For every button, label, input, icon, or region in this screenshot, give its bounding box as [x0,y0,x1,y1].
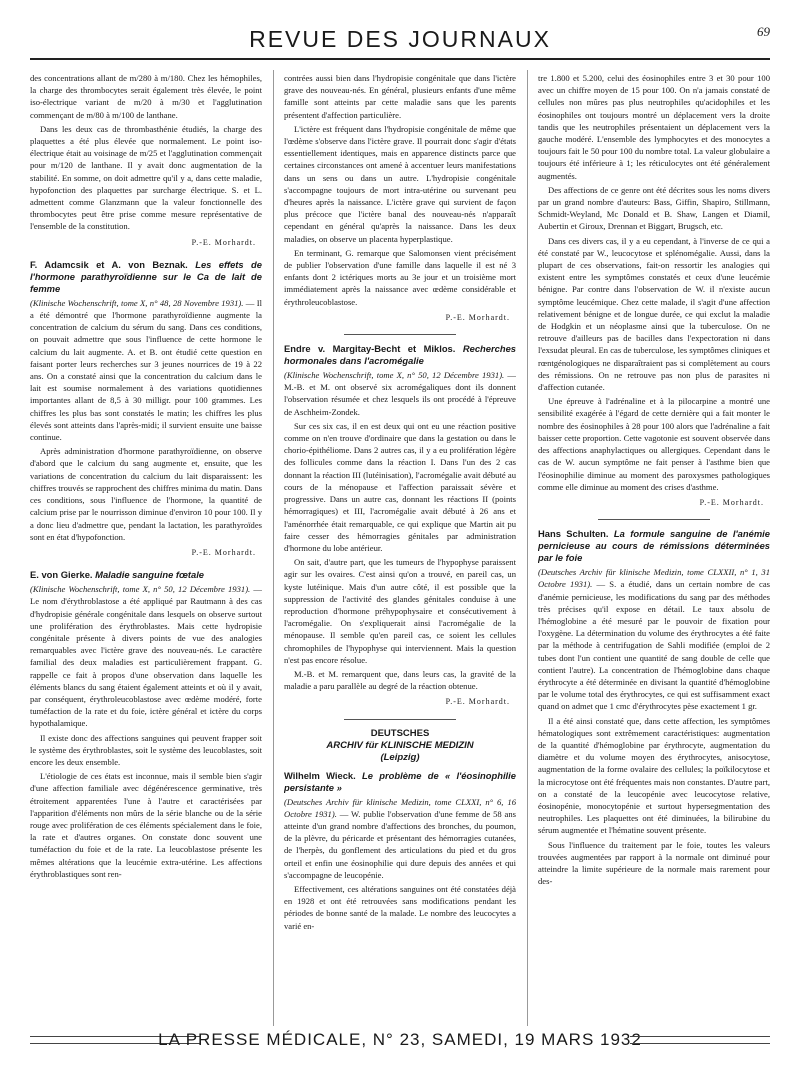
paragraph: Il existe donc des affections sanguines qui peuvent frapper soit le système des érythroblastes, soit le système des leucoblastes, soit encore les deux ensemble. [30,732,262,767]
column-2 [284,72,516,1022]
article-separator [598,519,710,520]
paragraph: Sous l'influence du traitement par le foie, toutes les valeurs trouvées augmentées par rapport à la normale ont diminué pour atteindre la limite supérieure de la normale mais rarement pour des- [538,839,770,887]
journal-section-title: REVUE DES JOURNAUX [249,26,551,52]
paragraph: — S. a étudié, dans un certain nombre de cas d'anémie pernicieuse, les modifications du sang par des méthodes très précises qu'il expose en détail. Le taux absolu de l'hémoglobine a été mesuré par le pouvoir de fixation pour l'oxygène. La détermination du volume des érythrocytes a été faite par la méthode à centrifugation de Sahli modifiée (emploi de 2 tubes dont l'un contient une quantité de sang double de celle que contient l'autre). La concentration de l'hémoglobine dans chaque érythrocyte a été déterminée en divisant la quantité d'hémoglobine par le volume total des érythrocytes, ce qui est suffisamment exact quand on admet que 1 cmc d'érythrocytes pèse exactement 1 gr. [538,579,770,712]
signature: P.-E. Morhardt. [445,312,510,322]
paragraph: — Le nom d'érythroblastose a été appliqué par Rautmann à des cas d'hydropisie générale congénitale dans lesquels on observe surtout une prolifération des érythroblastes. Mais cette hydropisie congénitale présente à divers points de vue des analogies remarquables avec l'ictère grave des nouveau-nés. Le caractère familial des deux maladies est particulièrement frappant. G. rappelle ce fait à propos d'une observation dans laquelle les éléments blancs du sang étaient également atteints et où il y avait, par conséquent, érythroleucoblastose avec œdème modéré, forte tuméfaction de la rate et du foie, ictère général et ictère du corps hypothalamique. [30,584,262,729]
article-title: La formule sanguine de l'anémie pernicieuse au cours de rémissions déterminées par le foie [538,528,770,564]
article-body [284,369,516,418]
article-body [30,297,262,443]
paragraph: Sur ces six cas, il en est deux qui ont eu une réaction positive comme on n'en trouve d'ordinaire que dans la gestation ou dans le chorio-épithéliome. Dans 2 autres cas, il y a eu prolifération légère des follicules comme dans la réaction I. Dans l'un des 2 cas donnant la réaction III (lutéinisation), l'acromégalie avait débuté au cours de la ménopause et l'affection paraissait sévère et progressive. Dans un autre cas, donnant les réactions II (points hémorragiques) et III, l'acromégalie avait débuté à 26 ans et l'aménorrhée était remarquable, ce qui explique que Martin ait pu faire cesser des hémorragies génitales par administration d'hormone du lobe antérieur. [284,420,516,553]
paragraph: L'étiologie de ces états est inconnue, mais il semble bien s'agir d'une affection familiale avec dégénérescence germinative, très étroitement apparentées l'une à l'autre et caractérisées par l'apparition d'éléments non mûrs de la série blanche ou de la série rouge avec prolifération de ces éléments spécialement dans le foie, la rate et d'autres organes. On constate donc souvent une tuméfaction du foie et de la rate. La leucoblastose présente les mêmes altérations que la leucémie extra-utérine. Les affections érythroblastiques sont ren- [30,771,262,879]
article-body [284,796,516,881]
journal-section-heading [284,728,516,764]
article-heading [538,528,770,564]
signature: P.-E. Morhardt. [191,547,256,557]
article-title: Maladie sanguine fœtale [95,569,205,581]
paragraph: contrées aussi bien dans l'hydropisie congénitale que dans l'ictère grave des nouveau-nés. En général, plusieurs enfants d'une même famille sont atteints par cette maladie sans que les parents présentent d'affection particulière. [284,73,516,120]
article-citation: (Klinische Wochenschrift, tome X, n° 50, 12 Décembre 1931). [284,370,505,381]
paragraph: Dans ces divers cas, il y a eu cependant, à l'inverse de ce qui a été constaté par W., leucocytose et splénomégalie. Aussi, dans la plupart de ces observations, fait-on ressortir les analogies qui existent entre les symptômes constatés et ceux d'une leucémie bénigne. Par contre dans l'observation de W. il n'existe aucun symptôme leucémique. Chez cette malade, il s'agit d'une affection relativement bénigne et de longue durée, ce qui exclut la maladie de Hodgkin et un néoplasme ainsi que la tuberculose. On ne retrouve d'ailleurs pas de bacilles dans l'expectoration ni dans l'exsudat pleural. En cas de tuberculose, les symptômes cliniques et rœntgénologiques ne disparaîtraient pas si complètement au cours des rémissions. On ne retrouve pas non plus de parasites ni d'affection cutanée. [538,235,770,393]
section-heading-line: (Leipzig) [380,751,420,763]
paragraph: Il a été ainsi constaté que, dans cette affection, les symptômes hématologiques sont extrêmement caractéristiques: augmentation de la quantité d'hémoglobine par érythrocyte, augmentation du diamètre et du volume moyen des érythrocytes, anisocytose, augmentation de la forme ovalaire des cellules; la poïkilocytose et la microcytose ont été fréquentes mais non constantes. D'autre part, on a constaté de la leucopénie avec leucocytose relative, éosinopénie, monocytopénie et surtout hypersegmentation des neutrophiles. Les plaquettes ont été diminuées, la bilirubine du sérum augmentée et l'hématine souvent présente. [538,715,770,836]
article-body [30,583,262,729]
paragraph: En terminant, G. remarque que Salomonsen vient précisément de publier l'observation d'une famille dans laquelle il est né 3 enfants dont 2 ictériques morts au 3e jour et un troisième mort immédiatement après la naissance avec œdème considérable et érythroleucoblastose. [284,247,516,307]
footer-text: LA PRESSE MÉDICALE, N° 23, SAMEDI, 19 MARS 1932 [158,1030,642,1049]
signature: P.-E. Morhardt. [699,497,764,507]
column-divider [527,70,528,1026]
paragraph: Effectivement, ces altérations sanguines ont été constatées déjà en 1928 et ont été retrouvées sans modifications pendant les périodes de bonne santé de la malade. Le nombre des leucocytes a varié en- [284,883,516,931]
paragraph: M.-B. et M. remarquent que, dans leurs cas, la gravité de la maladie a paru parallèle au degré de la réaction obtenue. [284,668,516,692]
paragraph: Une épreuve à l'adrénaline et à la pilocarpine a montré une sensibilité exagérée à l'égard de cette dernière qui a fait monter le nombre des éosinophiles à 28 pour 100 alors que l'adrénaline a fait baisser cette proportion. Cette vagotonie est souvent observée dans des affections anaphylactiques ou allergiques. Cependant dans le cas de W. aucun symptôme ne fait penser à l'asthme bien que l'éosinophilie diminue au moment des paroxysmes pathologiques comme elle diminue au moment des crises d'asthme. [538,396,770,492]
article-authors: E. von Gierke. [30,569,93,581]
page-footer [30,1028,770,1054]
paragraph: Dans les deux cas de thrombasthénie étudiés, la charge des plaquettes a été plus élevée que normalement. Le point iso-électrique était au voisinage de m/25 et l'agglutination commençait pour m/120 de lanthane. Il y avait donc augmentation de la stabilité. En somme, on doit admettre qu'il y a, dans cette maladie, hypofonction des plaquettes par surcharge électrique. S. et L. admettent comme Glanzmann que la valeur fonctionnelle des thrombocytes peut être prise comme mesure représentative de l'ensemble de la constitution. [30,123,262,232]
article-heading [284,343,516,367]
paragraph: L'ictère est fréquent dans l'hydropisie congénitale de même que l'œdème s'observe dans l'ictère grave. Il pourrait donc s'agir d'états essentiellement identiques, mais en apparence distincts parce que certaines circonstances ont amené à accentuer leurs manifestations dans un sens ou dans un autre. L'hydropisie congénitale s'accompagne toujours de mort intra-utérine ou survenant peu d'heures après la naissance. L'ictère grave qui survient de façon plus précoce que l'ictère banal des nouveau-nés n'apparaît cependant en général qu'après la naissance. Dans les deux maladies, on observe un placenta hyperplastique. [284,123,516,244]
page-number: 69 [757,24,770,39]
paragraph: — Il a été démontré que l'hormone parathyroïdienne augmente la concentration de calcium du sérum du sang. Dans ces conditions, on pouvait admettre que sous l'influence de cette hormone le calcium du lait augmente. A. et B. ont étudié cette question en faisant porter leurs recherches sur 3 jeunes nourrices de 19 à 22 ans. On a constaté ainsi que la concentration du calcium dans le lait est soumise normalement à des variations quotidiennes importantes allant de 8,5 à 30 milligr. pour 100 grammes. Les chiffres les plus bas sont constatés le matin; les chiffres les plus élevés sont atteints dans l'après-midi; il survient ensuite une baisse continue. [30,297,262,443]
article-citation: (Klinische Wochenschrift, tome X, n° 50, 12 Décembre 1931). [30,584,251,595]
article-title: Le problème de « l'éosinophilie persistante » [284,769,516,793]
column-3 [538,72,770,1022]
paragraph: On sait, d'autre part, que les tumeurs de l'hypophyse paraissent agir sur les ovaires. C'est ainsi qu'on a trouvé, en pareil cas, un kyste lutéinique. Mais d'un autre côté, il est possible que la suppression de l'activité des glandes génitales conduise à une reproduction d'hormone préhypophysaire et consécutivement à l'acromégalie. On s'expliquerait ainsi l'acromégalie de la ménopause. Il semble qu'en pareil cas, ce soient les cellules chromophiles de l'hypophyse qui interviennent. Mais la question n'est pas encore résolue. [284,557,516,665]
header-rule [30,58,770,60]
paragraph: tre 1.800 et 5.200, celui des éosinophiles entre 3 et 30 pour 100 avec un chiffre moyen de 15 pour 100. On n'a jamais constaté de cellules non mûres pas plus neutrophiles qu'acidophiles et les éosinophiles ont toujours montré un déplacement vers la droite tandis que les neutrophiles présentaient un déplacement vers la gauche modéré. L'ensemble des lymphocytes et des monocytes a toujours fait le 50 pour 100 du nombre total. La valeur globulaire a toujours été inférieure à 1; les réticulocytes ont été généralement augmentés. [538,73,770,181]
article-citation: (Deutsches Archiv für klinische Medizin, tome CLXXI, n° 6, 16 Octobre 1931). [284,796,516,819]
article-title: Recherches hormonales dans l'acromégalie [284,343,516,367]
article-heading [30,259,262,295]
article-authors: Hans Schulten. [538,528,609,540]
page-header [30,22,770,60]
section-heading-line: ARCHIV für KLINISCHE MEDIZIN [326,739,474,751]
article-citation: (Deutsches Archiv für klinische Medizin, tome CLXXII, n° 1, 31 Octobre 1931). [538,567,770,590]
article-title: Les effets de l'hormone parathyroïdienne sur le Ca de lait de femme [30,258,262,294]
signature: P.-E. Morhardt. [445,697,510,707]
column-1 [30,72,262,1022]
section-heading-line: DEUTSCHES [370,727,430,739]
paragraph: — W. publie l'observation d'une femme de 58 ans atteinte d'un grand nombre d'affections des bronches, du poumon, de la plèvre, du péricarde et présentant des hémorragies cutanées, de l'herpès, du gonflement des articulations du pied et du gros orteil et enfin une éosinophilie qui dure depuis des années et qui s'accompagne de leucopénie. [284,808,516,880]
article-body [538,566,770,712]
article-authors: Wilhelm Wieck. [284,769,356,781]
column-divider [273,70,274,1026]
article-separator [344,334,456,335]
article-authors: Endre v. Margitay-Becht et Miklos. [284,343,456,355]
article-authors: F. Adamcsik et A. von Beznak. [30,258,188,270]
paragraph: Des affections de ce genre ont été décrites sous les noms divers par un grand nombre d'auteurs: Bass, Giffin, Shapiro, Stillmann, Schmidt-Weyland, Mc Donald et B. Shaw, Langen et Diamil, Aubertin et Giroux, Drennan et Biggart, Brugsch, etc. [538,184,770,232]
paragraph: — M.-B. et M. ont observé six acromégaliques dont ils donnent l'observation résumée et chez lesquels ils ont procédé à l'épreuve de Aschheim-Zondek. [284,370,516,417]
article-heading [30,569,262,581]
article-separator [344,719,456,720]
paragraph: Après administration d'hormone parathyroïdienne, on observe d'abord que le calcium du sang augmente et, ensuite, que les variations de concentration du calcium du lait disparaissent: les chiffres trouvés se rapprochent des chiffres minima du matin. Dans ces conditions, sous l'influence de l'hormone, la quantité de calcium prise par le nourrisson diminue d'environ 10 pour 100. Il y a donc lieu d'admettre que, pendant la lactation, les parathyroïdes sont en état d'hypofonction. [30,446,262,542]
signature: P.-E. Morhardt. [191,237,256,247]
paragraph: des concentrations allant de m/280 à m/180. Chez les hémophiles, la charge des thrombocytes serait également très élevée, le point iso-électrique variant de m/20 à m/30 et l'agglutination commençant de m/80 à m/100 de lanthane. [30,73,262,120]
article-heading [284,770,516,794]
article-citation: (Klinische Wochenschrift, tome X, n° 48, 28 Novembre 1931). [30,297,244,308]
footer-rule [630,1036,770,1044]
